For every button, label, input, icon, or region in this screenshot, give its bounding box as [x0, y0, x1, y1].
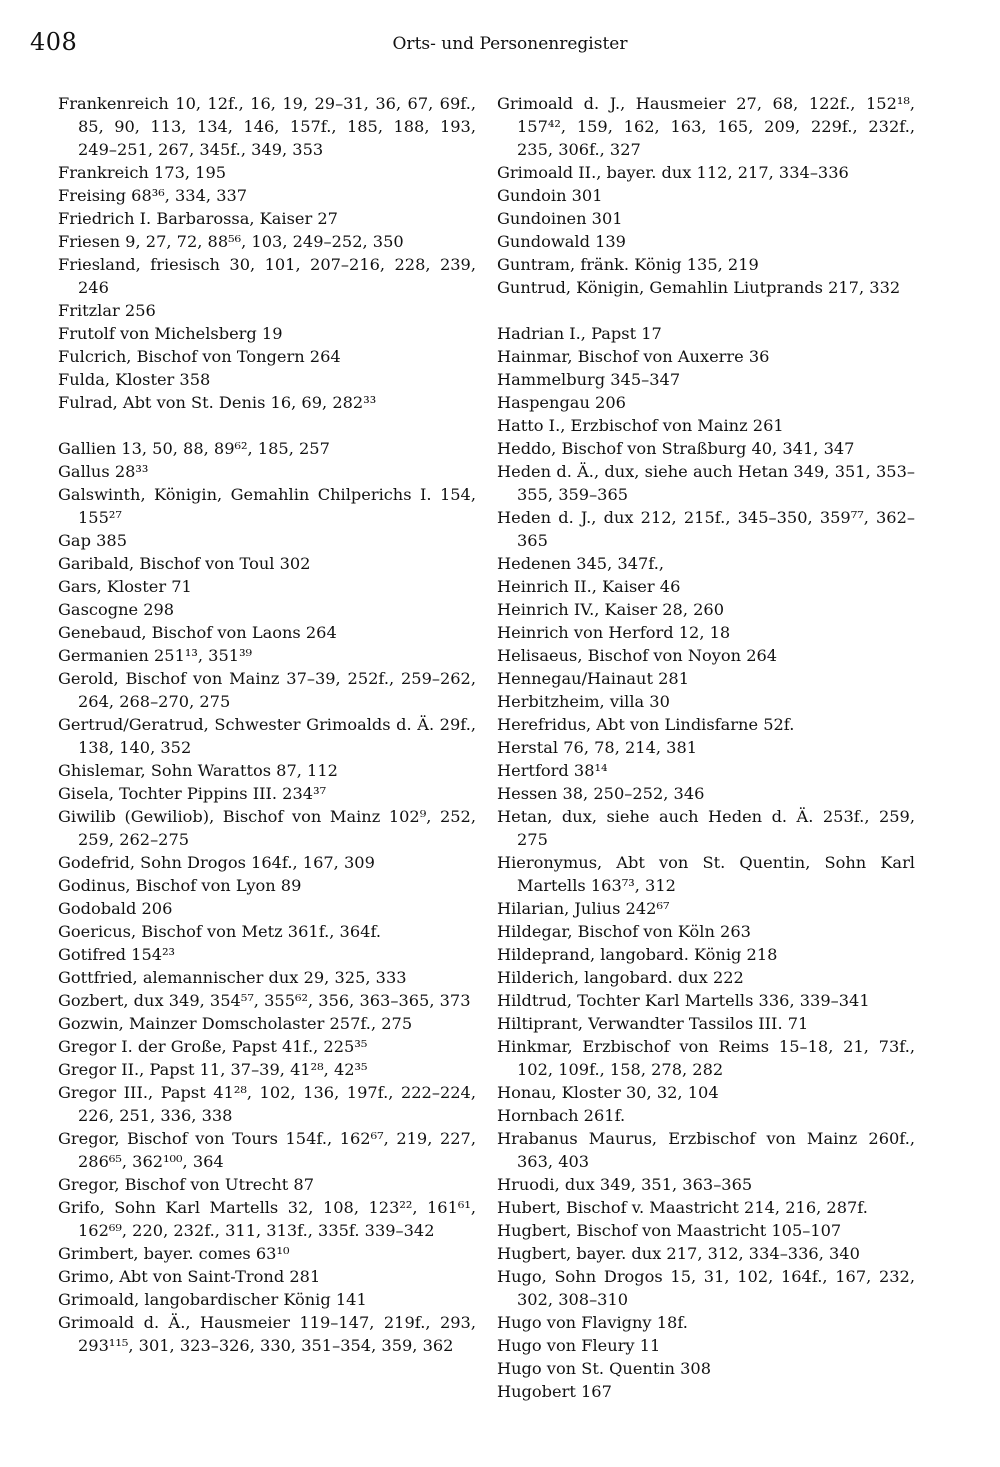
- index-entry: Goericus, Bischof von Metz 361f., 364f.: [58, 922, 382, 941]
- index-entry: Hruodi, dux 349, 351, 363–365: [497, 1175, 753, 1194]
- index-entry: Hrabanus Maurus, Erzbischof von Mainz 260f., 363, 403: [497, 1129, 915, 1171]
- index-entry: Hatto I., Erzbischof von Mainz 261: [497, 416, 784, 435]
- index-entry: Frankreich 173, 195: [58, 163, 227, 182]
- index-entry: Fritzlar 256: [58, 301, 156, 320]
- index-entry: Hugo, Sohn Drogos 15, 31, 102, 164f., 167, 232, 302, 308–310: [497, 1267, 915, 1309]
- index-entry: Gerold, Bischof von Mainz 37–39, 252f., 259–262, 264, 268–270, 275: [58, 669, 476, 711]
- index-entry: Herefridus, Abt von Lindisfarne 52f.: [497, 715, 795, 734]
- index-entry: Fulrad, Abt von St. Denis 16, 69, 282³³: [58, 393, 377, 412]
- index-entry: Hugbert, Bischof von Maastricht 105–107: [497, 1221, 842, 1240]
- index-entry: Herbitzheim, villa 30: [497, 692, 670, 711]
- index-entry: Gozwin, Mainzer Domscholaster 257f., 275: [58, 1014, 413, 1033]
- index-entry: Frankenreich 10, 12f., 16, 19, 29–31, 36, 67, 69f., 85, 90, 113, 134, 146, 157f., 185, 188, 193, 249–251, 267, 345f., 349, 353: [58, 94, 476, 159]
- index-entry: Gregor I. der Große, Papst 41f., 225³⁵: [58, 1037, 368, 1056]
- index-entry: Herstal 76, 78, 214, 381: [497, 738, 698, 757]
- index-entry: Guntram, fränk. König 135, 219: [497, 255, 759, 274]
- index-entry: Hilderich, langobard. dux 222: [497, 968, 744, 987]
- index-entry: Heinrich von Herford 12, 18: [497, 623, 731, 642]
- index-entry: Hugobert 167: [497, 1382, 612, 1401]
- index-entry: Grimoald II., bayer. dux 112, 217, 334–336: [497, 163, 849, 182]
- index-entry: Friedrich I. Barbarossa, Kaiser 27: [58, 209, 338, 228]
- index-entry: Hieronymus, Abt von St. Quentin, Sohn Karl Martells 163⁷³, 312: [497, 853, 915, 895]
- index-entry: Gregor III., Papst 41²⁸, 102, 136, 197f., 222–224, 226, 251, 336, 338: [58, 1083, 476, 1125]
- index-entry: Hessen 38, 250–252, 346: [497, 784, 705, 803]
- index-entry: Gregor, Bischof von Utrecht 87: [58, 1175, 315, 1194]
- index-entry: Gregor II., Papst 11, 37–39, 41²⁸, 42³⁵: [58, 1060, 368, 1079]
- index-entry: Honau, Kloster 30, 32, 104: [497, 1083, 719, 1102]
- page-number: 408: [30, 28, 78, 56]
- index-entry: Gundoinen 301: [497, 209, 623, 228]
- index-entry: Gundoin 301: [497, 186, 603, 205]
- index-entry: Germanien 251¹³, 351³⁹: [58, 646, 253, 665]
- index-entry: Grimoald d. J., Hausmeier 27, 68, 122f., 152¹⁸, 157⁴², 159, 162, 163, 165, 209, 229f., 232f., 235, 306f., 327: [497, 94, 915, 159]
- index-entry: Heden d. Ä., dux, siehe auch Hetan 349, 351, 353–355, 359–365: [497, 462, 915, 504]
- index-entry: Fulda, Kloster 358: [58, 370, 211, 389]
- index-entry: Hugbert, bayer. dux 217, 312, 334–336, 340: [497, 1244, 860, 1263]
- index-entry: Hetan, dux, siehe auch Heden d. Ä. 253f., 259, 275: [497, 807, 915, 849]
- index-entry: Hildeprand, langobard. König 218: [497, 945, 778, 964]
- index-entry: Godefrid, Sohn Drogos 164f., 167, 309: [58, 853, 375, 872]
- index-entry: Gotifred 154²³: [58, 945, 176, 964]
- index-entry: Gisela, Tochter Pippins III. 234³⁷: [58, 784, 327, 803]
- index-entry: Guntrud, Königin, Gemahlin Liutprands 217, 332: [497, 278, 901, 297]
- index-entry: Haspengau 206: [497, 393, 626, 412]
- index-entry: Gallien 13, 50, 88, 89⁶², 185, 257: [58, 439, 330, 458]
- index-entry: Grimbert, bayer. comes 63¹⁰: [58, 1244, 290, 1263]
- index-entry: Hammelburg 345–347: [497, 370, 681, 389]
- index-entry: Godinus, Bischof von Lyon 89: [58, 876, 302, 895]
- index-entry: Grifo, Sohn Karl Martells 32, 108, 123²², 161⁶¹, 162⁶⁹, 220, 232f., 311, 313f., 335f. 339–342: [58, 1198, 476, 1240]
- index-entry: Hornbach 261f.: [497, 1106, 626, 1125]
- running-head: Orts- und Personenregister: [392, 34, 628, 54]
- index-entry: Gottfried, alemannischer dux 29, 325, 333: [58, 968, 407, 987]
- index-entry: Grimoald, langobardischer König 141: [58, 1290, 367, 1309]
- index-entry: Hugo von Flavigny 18f.: [497, 1313, 688, 1332]
- index-entry: Hubert, Bischof v. Maastricht 214, 216, 287f.: [497, 1198, 868, 1217]
- index-column-right: [497, 92, 915, 1403]
- index-entry: Gregor, Bischof von Tours 154f., 162⁶⁷, 219, 227, 286⁶⁵, 362¹⁰⁰, 364: [58, 1129, 476, 1171]
- index-column-left: [58, 92, 476, 1357]
- index-entry: Heddo, Bischof von Straßburg 40, 341, 347: [497, 439, 855, 458]
- index-entry: Heinrich II., Kaiser 46: [497, 577, 681, 596]
- index-entry: Hedenen 345, 347f.,: [497, 554, 665, 573]
- index-entry: Galswinth, Königin, Gemahlin Chilperichs I. 154, 155²⁷: [58, 485, 476, 527]
- index-entry: Hildegar, Bischof von Köln 263: [497, 922, 751, 941]
- index-entry: Grimo, Abt von Saint-Trond 281: [58, 1267, 321, 1286]
- index-entry: Hildtrud, Tochter Karl Martells 336, 339–341: [497, 991, 870, 1010]
- index-entry: Gertrud/Geratrud, Schwester Grimoalds d. Ä. 29f., 138, 140, 352: [58, 715, 476, 757]
- index-entry: Friesland, friesisch 30, 101, 207–216, 228, 239, 246: [58, 255, 476, 297]
- index-entry: Freising 68³⁶, 334, 337: [58, 186, 248, 205]
- index-entry: Fulcrich, Bischof von Tongern 264: [58, 347, 341, 366]
- index-entry: Friesen 9, 27, 72, 88⁵⁶, 103, 249–252, 350: [58, 232, 404, 251]
- index-entry: Genebaud, Bischof von Laons 264: [58, 623, 337, 642]
- index-entry: Gascogne 298: [58, 600, 175, 619]
- index-entry: Gars, Kloster 71: [58, 577, 192, 596]
- index-entry: Hilarian, Julius 242⁶⁷: [497, 899, 670, 918]
- index-entry: Hertford 38¹⁴: [497, 761, 608, 780]
- index-entry: Gundowald 139: [497, 232, 626, 251]
- index-entry: Ghislemar, Sohn Warattos 87, 112: [58, 761, 338, 780]
- index-entry: Hugo von Fleury 11: [497, 1336, 661, 1355]
- index-entry: Gozbert, dux 349, 354⁵⁷, 355⁶², 356, 363–365, 373: [58, 991, 471, 1010]
- index-entry: Gap 385: [58, 531, 127, 550]
- index-entry: Helisaeus, Bischof von Noyon 264: [497, 646, 778, 665]
- index-entry: Hiltiprant, Verwandter Tassilos III. 71: [497, 1014, 809, 1033]
- index-entry: Heden d. J., dux 212, 215f., 345–350, 359⁷⁷, 362–365: [497, 508, 915, 550]
- index-entry: Giwilib (Gewiliob), Bischof von Mainz 102⁹, 252, 259, 262–275: [58, 807, 476, 849]
- index-entry: Gallus 28³³: [58, 462, 149, 481]
- index-entry: Godobald 206: [58, 899, 173, 918]
- index-entry: Grimoald d. Ä., Hausmeier 119–147, 219f., 293, 293¹¹⁵, 301, 323–326, 330, 351–354, 359, 362: [58, 1313, 476, 1355]
- index-entry: Hinkmar, Erzbischof von Reims 15–18, 21, 73f., 102, 109f., 158, 278, 282: [497, 1037, 915, 1079]
- index-entry: Garibald, Bischof von Toul 302: [58, 554, 311, 573]
- index-entry: Hadrian I., Papst 17: [497, 324, 662, 343]
- index-entry: Hainmar, Bischof von Auxerre 36: [497, 347, 770, 366]
- index-entry: Hugo von St. Quentin 308: [497, 1359, 711, 1378]
- index-entry: Frutolf von Michelsberg 19: [58, 324, 283, 343]
- index-entry: Heinrich IV., Kaiser 28, 260: [497, 600, 725, 619]
- index-entry: Hennegau/Hainaut 281: [497, 669, 690, 688]
